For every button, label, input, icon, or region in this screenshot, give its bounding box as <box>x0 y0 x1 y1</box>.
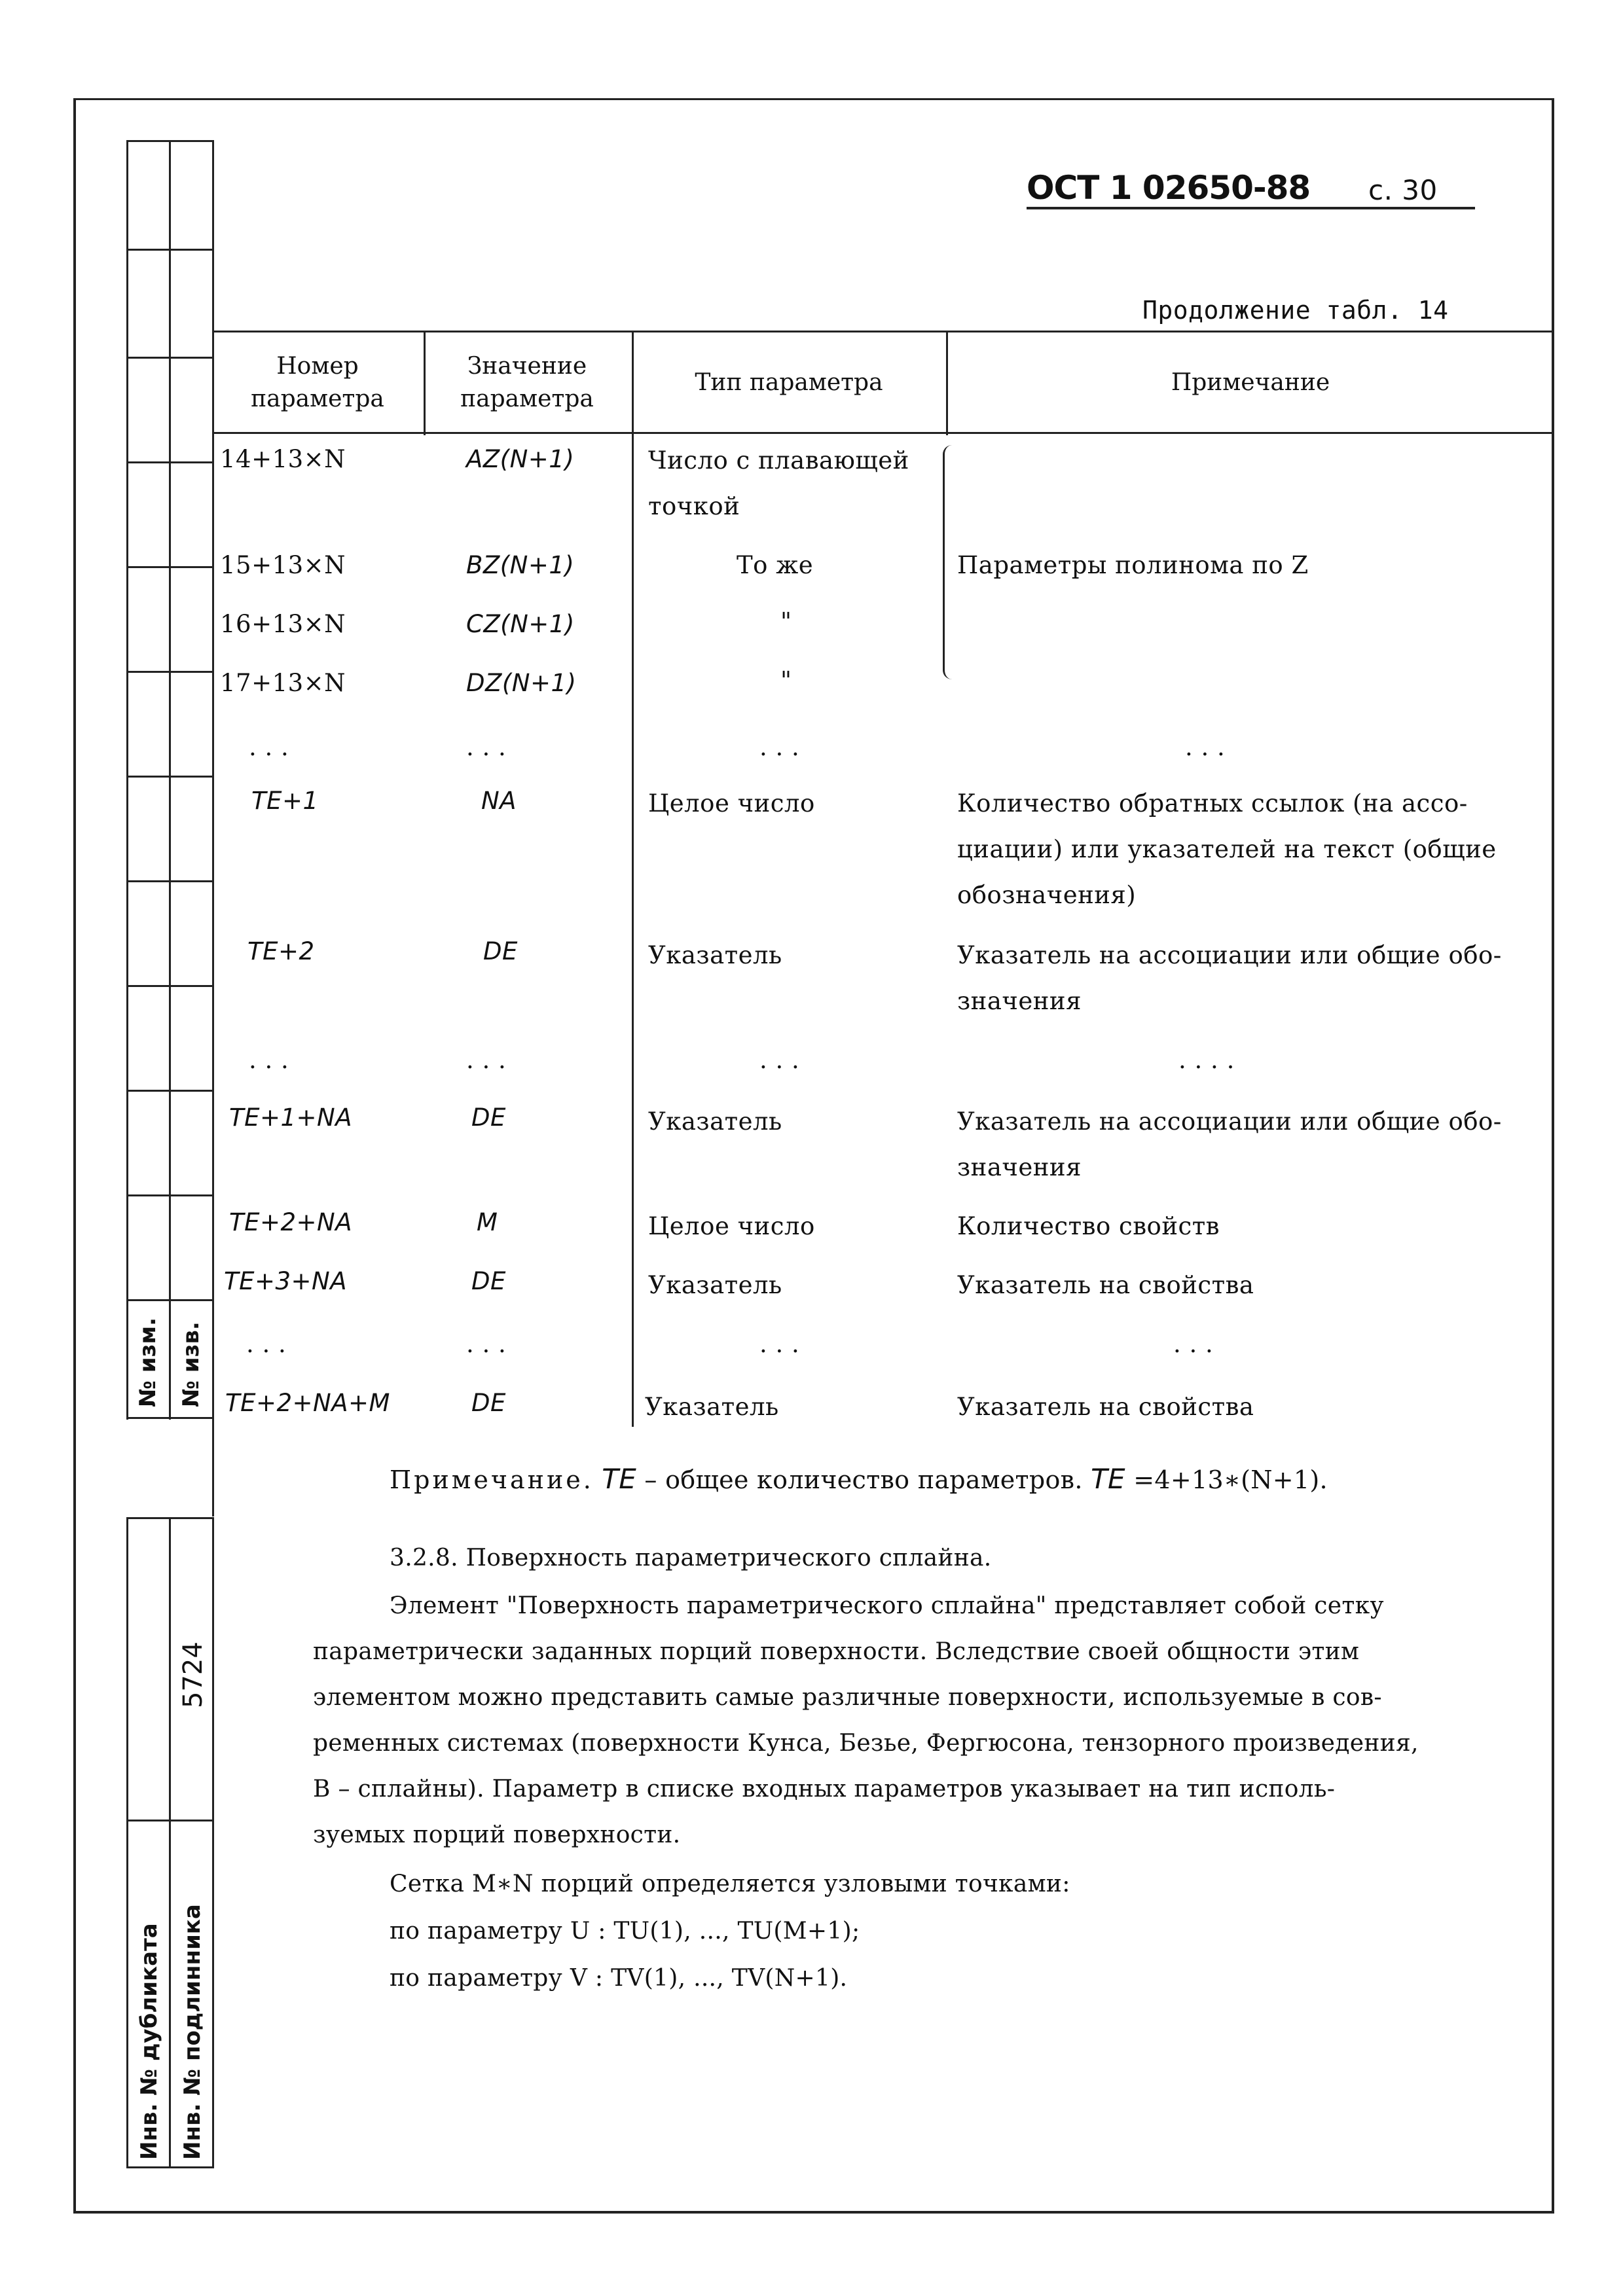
page-number: с. 30 <box>1368 174 1438 206</box>
table-col-line-2 <box>632 331 634 1427</box>
side-tick <box>126 1417 214 1419</box>
table-cell-note: обозначения) <box>957 881 1137 909</box>
table-cell-type: Указатель <box>648 1107 782 1136</box>
section-line: элементом можно представить самые различные поверхности, используемые в сов- <box>313 1684 1382 1711</box>
side-strip-line-1 <box>126 140 128 1420</box>
side-strip-line-2 <box>169 140 171 1420</box>
table-cell-type: Число с плавающей <box>648 446 909 475</box>
side-strip-line-3 <box>212 140 214 1516</box>
side-strip-top <box>126 140 214 142</box>
side-tick <box>126 985 214 987</box>
table-note-te: TE <box>602 1463 637 1495</box>
col-header-value <box>429 350 625 416</box>
table-cell-val: M <box>477 1208 498 1236</box>
col-header-value-text: Значение параметра <box>460 353 594 412</box>
table-cell-val: . . . <box>466 1046 507 1074</box>
side-label-podlinnik: Инв. № подлинника <box>179 1904 206 2160</box>
table-cell-num: . . . <box>249 733 289 761</box>
table-top-border <box>212 331 1554 332</box>
table-col-line-3 <box>946 331 948 435</box>
side-label-dublikat: Инв. № дубликата <box>136 1923 162 2160</box>
table-cell-val: DE <box>471 1389 506 1417</box>
table-cell-num: TE+1+NA <box>229 1103 353 1132</box>
table-continuation: Продолжение табл. 14 <box>1142 296 1449 325</box>
side-tick <box>126 1090 214 1092</box>
table-cell-num: TE+1 <box>251 787 319 815</box>
table-cell-num: TE+2+NA+M <box>225 1389 390 1417</box>
col-header-number-text: Номер параметра <box>251 353 384 412</box>
section-line: Сетка M∗N порций определяется узловыми точками: <box>390 1871 1070 1897</box>
side-lower-bottom <box>126 2166 214 2168</box>
doc-code-underline <box>1027 207 1475 209</box>
table-cell-num: . . . <box>249 1046 289 1074</box>
table-note-formula: =4+13∗(N+1). <box>1125 1465 1328 1494</box>
col-header-number <box>219 350 416 416</box>
table-note <box>390 1463 1328 1495</box>
section-line: B – сплайны). Параметр в списке входных параметров указывает на тип исполь- <box>313 1776 1336 1803</box>
side-tick <box>126 1299 214 1301</box>
side-label-izm: № изм. <box>135 1317 161 1407</box>
table-cell-note: циации) или указателей на текст (общие <box>957 835 1497 863</box>
side-tick <box>126 566 214 568</box>
table-cell-type: Указатель <box>648 941 782 969</box>
side-lower-line-3 <box>212 1517 214 2168</box>
table-cell-type: " <box>780 607 792 636</box>
table-cell-val: DE <box>471 1103 506 1132</box>
table-cell-val: . . . <box>466 1330 507 1358</box>
table-cell-note: . . . <box>1173 1330 1214 1358</box>
table-cell-val: AZ(N+1) <box>466 445 575 473</box>
table-col-line-1 <box>424 331 426 435</box>
side-tick <box>126 776 214 778</box>
table-cell-note: значения <box>957 987 1082 1015</box>
table-cell-note: Указатель на свойства <box>957 1271 1254 1299</box>
section-title: 3.2.8. Поверхность параметрического сплайна. <box>390 1545 992 1571</box>
side-lower-mid <box>126 1820 214 1821</box>
section-line: Элемент "Поверхность параметрического сплайна" представляет собой сетку <box>390 1592 1384 1619</box>
brace-symbol <box>943 445 958 679</box>
table-cell-num: . . . <box>246 1330 287 1358</box>
table-note-text: – общее количество параметров. <box>636 1465 1091 1494</box>
table-cell-type: Указатель <box>648 1271 782 1299</box>
side-tick <box>126 880 214 882</box>
table-cell-note: Параметры полинома по Z <box>957 551 1309 579</box>
side-tick <box>126 357 214 359</box>
table-cell-type: Целое число <box>648 789 815 817</box>
table-cell-val: . . . <box>466 733 507 761</box>
side-label-izv: № изв. <box>178 1321 204 1407</box>
table-cell-num: 15+13×N <box>220 551 346 579</box>
table-cell-num: 16+13×N <box>220 610 346 638</box>
side-label-number: 5724 <box>178 1641 208 1708</box>
side-lower-top <box>126 1517 214 1519</box>
table-cell-val: DE <box>483 937 518 965</box>
table-cell-val: DE <box>471 1267 506 1295</box>
table-cell-note: Указатель на ассоциации или общие обо- <box>957 941 1502 969</box>
table-cell-note: Указатель на ассоциации или общие обо- <box>957 1107 1502 1136</box>
table-cell-type: " <box>780 666 792 694</box>
col-header-note-text: Примечание <box>1171 369 1330 396</box>
table-cell-type: Указатель <box>645 1393 779 1421</box>
table-cell-type: Целое число <box>648 1212 815 1240</box>
side-tick <box>126 1194 214 1196</box>
table-cell-num: TE+2 <box>247 937 315 965</box>
col-header-type <box>638 367 939 399</box>
side-tick <box>126 671 214 673</box>
table-cell-note: Количество обратных ссылок (на ассо- <box>957 789 1468 817</box>
section-line: по параметру V : TV(1), ..., TV(N+1). <box>390 1965 848 1992</box>
col-header-type-text: Тип параметра <box>695 369 883 396</box>
section-line: ременных системах (поверхности Кунса, Безье, Фергюсона, тензорного произведения, <box>313 1730 1419 1757</box>
table-cell-note: . . . . <box>1178 1046 1235 1074</box>
table-cell-num: TE+3+NA <box>224 1267 348 1295</box>
table-cell-type: . . . <box>759 1330 800 1358</box>
table-cell-note: Количество свойств <box>957 1212 1220 1240</box>
table-cell-type: То же <box>737 551 814 579</box>
table-cell-num: 17+13×N <box>220 669 346 697</box>
side-lower-line-1 <box>126 1517 128 2168</box>
side-tick <box>126 461 214 463</box>
table-cell-val: BZ(N+1) <box>466 551 575 579</box>
table-cell-val: CZ(N+1) <box>466 610 575 638</box>
table-header-border <box>212 432 1554 434</box>
table-cell-type: точкой <box>648 492 740 520</box>
table-cell-type: . . . <box>759 1046 800 1074</box>
table-cell-note: . . . <box>1185 733 1226 761</box>
table-cell-num: TE+2+NA <box>229 1208 353 1236</box>
table-cell-val: DZ(N+1) <box>466 669 577 697</box>
table-cell-num: 14+13×N <box>220 445 346 473</box>
section-line: зуемых порций поверхности. <box>313 1821 681 1848</box>
col-header-note <box>953 367 1548 399</box>
side-tick <box>126 249 214 251</box>
doc-code: ОСТ 1 02650-88 <box>1027 169 1311 207</box>
section-line: параметрически заданных порций поверхности. Вследствие своей общности этим <box>313 1638 1360 1665</box>
section-line: по параметру U : TU(1), ..., TU(M+1); <box>390 1918 860 1945</box>
table-note-te2: TE <box>1091 1463 1125 1495</box>
table-cell-val: NA <box>481 787 517 815</box>
table-note-label: Примечание. <box>390 1465 594 1494</box>
side-lower-line-2 <box>169 1517 171 2168</box>
table-cell-note: значения <box>957 1153 1082 1181</box>
table-cell-type: . . . <box>759 733 800 761</box>
table-cell-note: Указатель на свойства <box>957 1393 1254 1421</box>
